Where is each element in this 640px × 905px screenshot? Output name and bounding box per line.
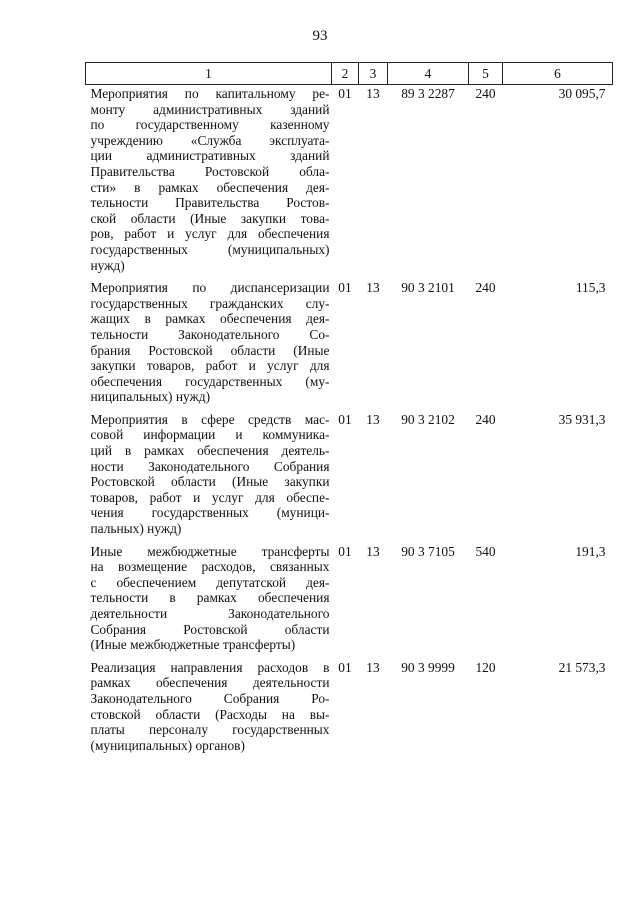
- row-target-article-cell: 90 3 7105: [401, 543, 455, 559]
- row-amount-cell: 21 573,3: [558, 659, 606, 675]
- row-amount-cell: 35 931,3: [558, 411, 606, 427]
- row-name-line: Правительства Ростовской обла-: [90, 163, 330, 179]
- row-subsection-cell: 13: [366, 280, 380, 296]
- row-name-line: товаров, работ и услуг для обеспе-: [90, 489, 330, 505]
- row-name-line: на возмещение расходов, связанных: [90, 559, 330, 575]
- row-subsection-cell: 13: [366, 411, 380, 427]
- row-name-line: ции административных зданий: [90, 148, 330, 164]
- row-name-line: Ростовской области (Иные закупки: [90, 474, 330, 490]
- row-name-line: ности Законодательного Собрания: [90, 458, 330, 474]
- row-name-line: нужд): [90, 257, 125, 273]
- row-name-line: учреждению «Служба эксплуата-: [90, 132, 330, 148]
- header-cell-amount: 6: [503, 63, 613, 85]
- row-name-line: государственных (муниципальных): [90, 241, 330, 257]
- table-row: [86, 85, 613, 280]
- row-name-line: ций в рамках обеспечения деятель-: [90, 443, 330, 459]
- table-row: [86, 279, 613, 411]
- header-cell-section: 2: [332, 63, 359, 85]
- header-cell-name: 1: [86, 63, 332, 85]
- row-name-cell: [86, 543, 332, 659]
- row-name-line: платы персоналу государственных: [90, 722, 330, 738]
- header-cell-expense-type: 5: [469, 63, 503, 85]
- row-name-cell: [86, 411, 332, 543]
- row-name-line: с обеспечением депутатской дея-: [90, 574, 330, 590]
- row-name-cell: [86, 659, 332, 760]
- row-name-line: Реализация направления расходов в: [90, 659, 330, 675]
- row-expense-type-cell: 240: [475, 280, 496, 296]
- row-name-line: стовской области (Расходы на вы-: [90, 706, 330, 722]
- table-row: [86, 543, 613, 659]
- row-name-line: ниципальных) нужд): [90, 389, 211, 405]
- table-row: [86, 411, 613, 543]
- row-subsection-cell: 13: [366, 543, 380, 559]
- row-name-line: Законодательного Собрания Ро-: [90, 690, 330, 706]
- row-section-cell: 01: [338, 543, 352, 559]
- header-cell-target-article: 4: [388, 63, 469, 85]
- row-name-cell: [86, 279, 332, 411]
- row-section-cell: 01: [338, 86, 352, 101]
- row-amount-cell: 115,3: [575, 280, 606, 296]
- table-row: [86, 659, 613, 760]
- row-target-article-cell: 90 3 2101: [401, 280, 455, 296]
- row-subsection-cell: 13: [366, 86, 380, 101]
- row-name-line: (Иные межбюджетные трансферты): [90, 637, 296, 653]
- row-name-line: чения государственных (муници-: [90, 505, 330, 521]
- row-expense-type-cell: 240: [475, 86, 496, 101]
- row-name-line: рамках обеспечения деятельности: [90, 675, 330, 691]
- row-name-line: тельности в рамках обеспечения: [90, 590, 330, 606]
- row-target-article-cell: 90 3 2102: [401, 411, 455, 427]
- row-name-line: (муниципальных) органов): [90, 737, 245, 753]
- row-name-line: совой информации и коммуника-: [90, 427, 330, 443]
- row-target-article-cell: 90 3 9999: [401, 659, 455, 675]
- row-name-line: брания Ростовской области (Иные: [90, 342, 330, 358]
- row-name-line: Собрания Ростовской области: [90, 621, 330, 637]
- row-section-cell: 01: [338, 411, 352, 427]
- row-name-line: сти» в рамках обеспечения дея-: [90, 179, 330, 195]
- row-name-line: ров, работ и услуг для обеспечения: [90, 226, 330, 242]
- row-name-line: пальных) нужд): [90, 521, 182, 537]
- row-name-line: Мероприятия по капитальному ре-: [90, 86, 330, 101]
- header-row: [86, 63, 613, 85]
- row-expense-type-cell: 120: [475, 659, 496, 675]
- header-cell-subsection: 3: [359, 63, 388, 85]
- row-section-cell: 01: [338, 659, 352, 675]
- row-name-line: деятельности Законодательного: [90, 606, 330, 621]
- row-name-cell: [86, 85, 332, 280]
- page-number: 93: [312, 28, 328, 44]
- row-name-line: ской области (Иные закупки това-: [90, 210, 330, 226]
- row-name-line: Мероприятия по диспансеризации: [90, 280, 330, 296]
- row-name-line: по государственному казенному: [90, 117, 330, 133]
- row-name-line: обеспечения государственных (му-: [90, 373, 330, 389]
- row-expense-type-cell: 240: [475, 411, 496, 427]
- row-section-cell: 01: [338, 280, 352, 296]
- row-target-article-cell: 89 3 2287: [401, 86, 455, 101]
- row-name-line: тельности Правительства Ростов-: [90, 195, 330, 211]
- budget-table: [85, 62, 613, 759]
- row-name-line: Мероприятия в сфере средств мас-: [90, 411, 330, 427]
- row-name-line: Иные межбюджетные трансферты: [90, 543, 330, 559]
- row-amount-cell: 30 095,7: [558, 86, 606, 101]
- row-name-line: государственных гражданских слу-: [90, 295, 330, 311]
- row-expense-type-cell: 540: [475, 543, 496, 559]
- row-name-line: жащих в рамках обеспечения дея-: [90, 311, 330, 327]
- table-body: [86, 85, 613, 760]
- row-subsection-cell: 13: [366, 659, 380, 675]
- row-name-line: монту административных зданий: [90, 101, 330, 117]
- row-name-line: тельности Законодательного Со-: [90, 326, 330, 342]
- row-amount-cell: 191,3: [575, 543, 606, 559]
- row-name-line: закупки товаров, работ и услуг для: [90, 358, 330, 374]
